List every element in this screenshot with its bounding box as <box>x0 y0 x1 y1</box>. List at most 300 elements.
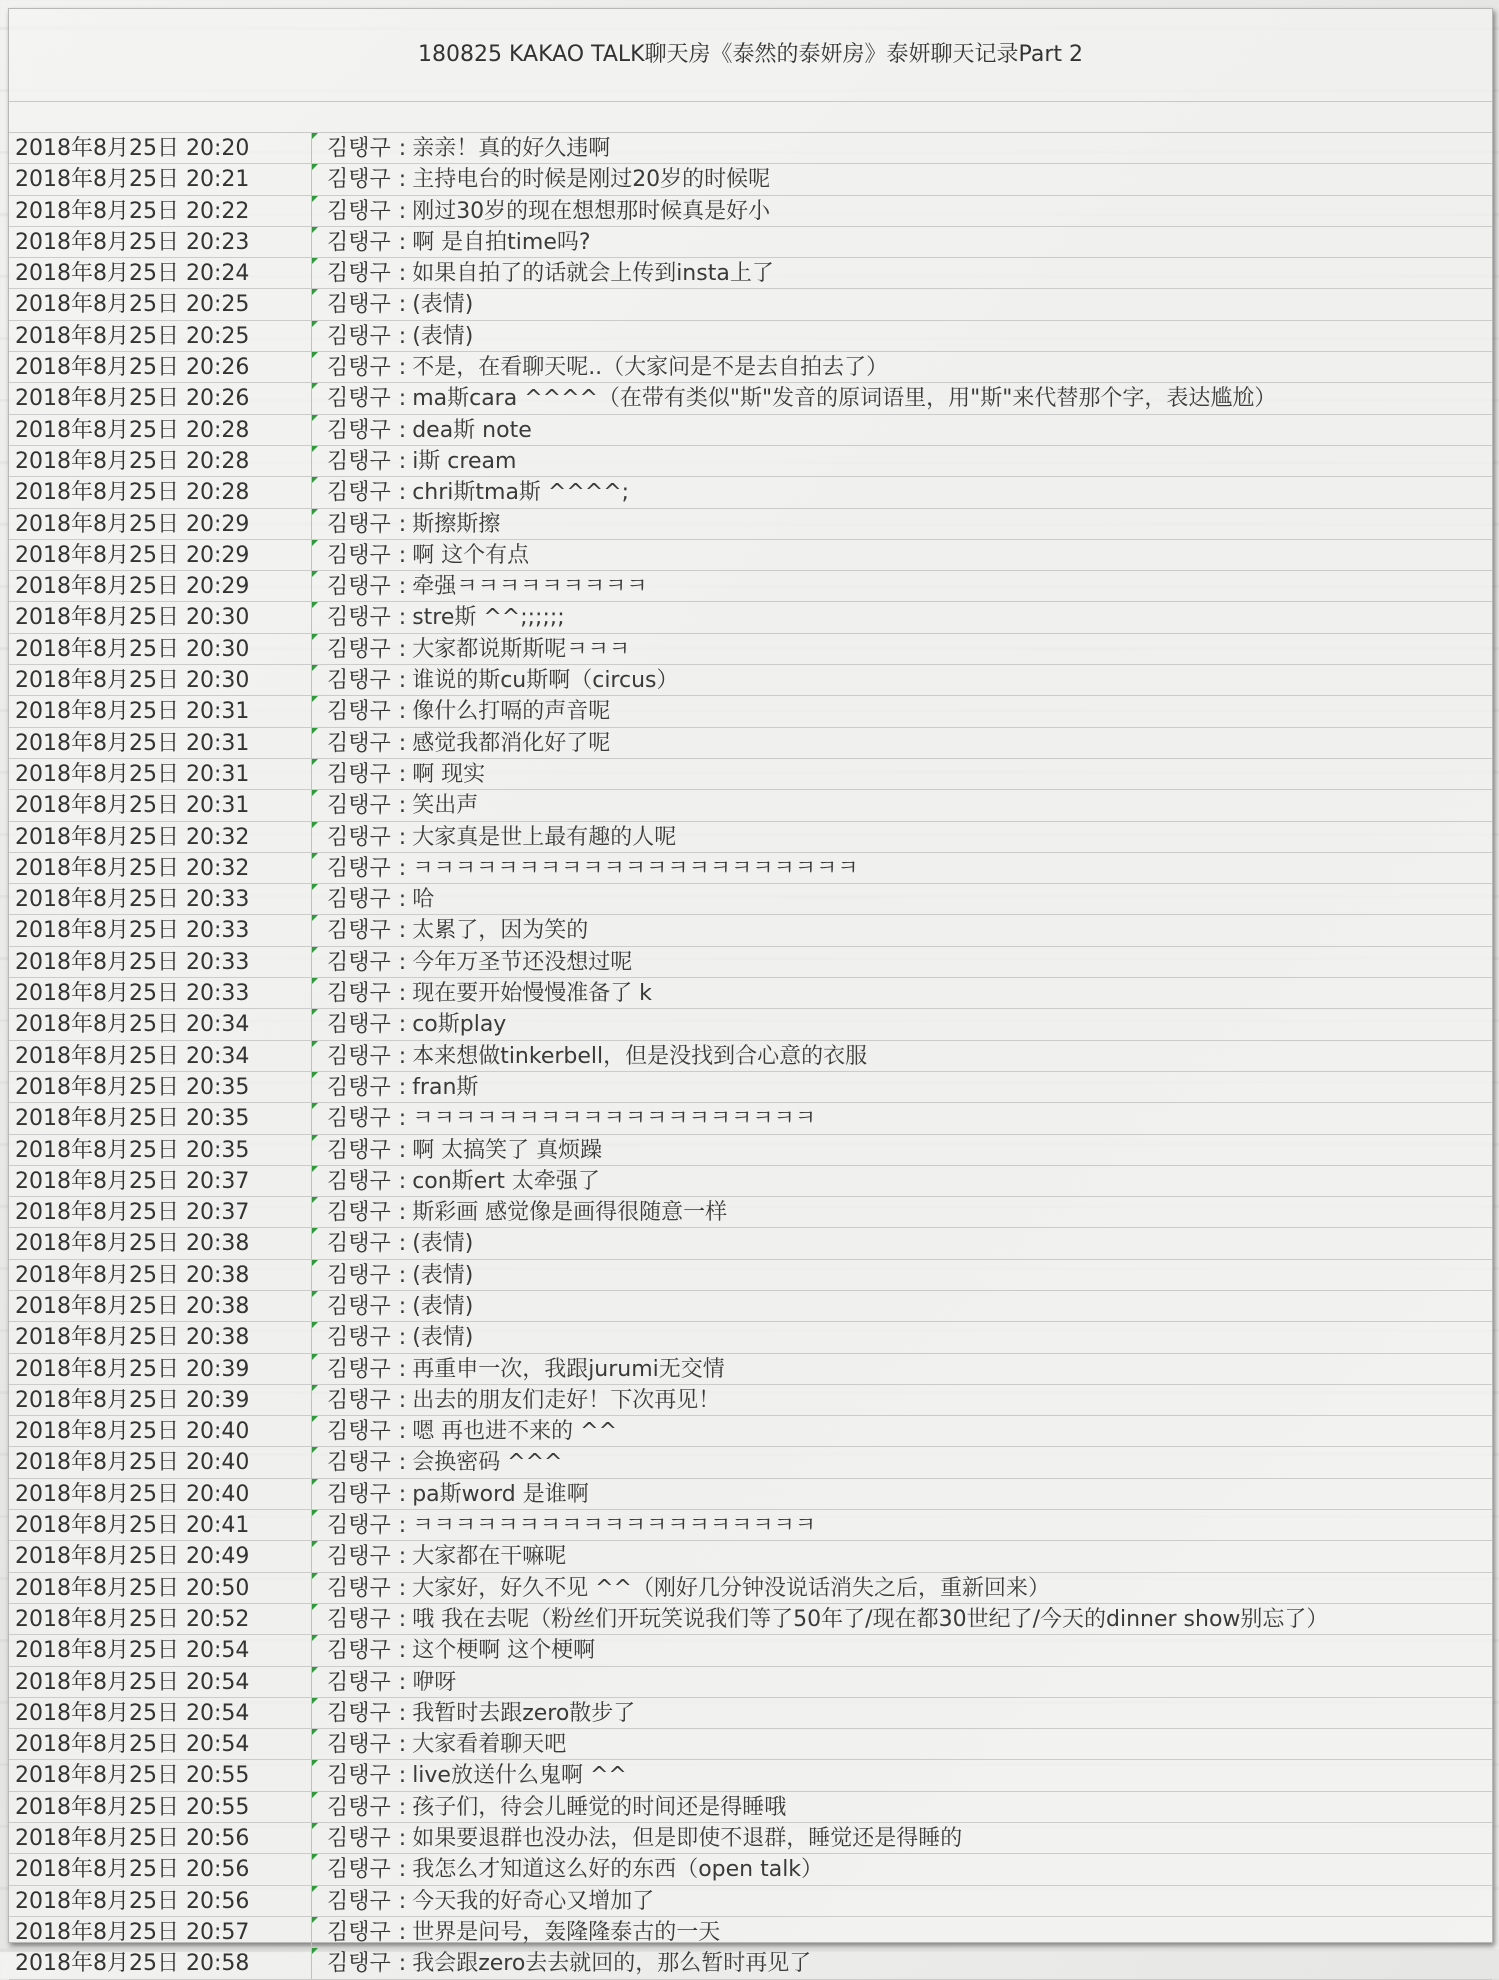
message-cell[interactable] <box>312 1009 1492 1039</box>
timestamp-cell[interactable]: 2018年8月25日 20:37 <box>9 1197 312 1227</box>
sender-name: 김탱구 <box>327 1919 391 1945</box>
table-row <box>9 634 1492 665</box>
colon-separator: : <box>398 730 407 756</box>
colon-separator: : <box>398 1168 407 1194</box>
message-text: (表情) <box>412 1231 474 1257</box>
message-cell[interactable] <box>312 1135 1492 1165</box>
colon-separator: : <box>398 1074 407 1100</box>
sender-name: 김탱구 <box>327 167 391 193</box>
timestamp-cell[interactable]: 2018年8月25日 20:21 <box>9 164 312 194</box>
message-cell[interactable] <box>312 1260 1492 1290</box>
sender-name: 김탱구 <box>327 1106 391 1132</box>
message-text: 世界是问号，轰隆隆泰古的一天 <box>412 1919 721 1945</box>
timestamp-cell[interactable]: 2018年8月25日 20:38 <box>9 1260 312 1290</box>
message-text: 咿呀 <box>412 1669 457 1695</box>
message-text: 出去的朋友们走好！下次再见！ <box>412 1387 721 1413</box>
timestamp-cell[interactable]: 2018年8月25日 20:54 <box>9 1698 312 1728</box>
timestamp-cell[interactable]: 2018年8月25日 20:30 <box>9 665 312 695</box>
sender-name: 김탱구 <box>327 855 391 881</box>
colon-separator: : <box>398 1481 407 1507</box>
sender-name: 김탱구 <box>327 1293 391 1319</box>
table-row <box>9 884 1492 915</box>
timestamp-cell[interactable]: 2018年8月25日 20:54 <box>9 1667 312 1697</box>
message-cell[interactable] <box>312 1854 1492 1884</box>
message-cell[interactable] <box>312 1041 1492 1071</box>
timestamp-cell[interactable]: 2018年8月25日 20:29 <box>9 509 312 539</box>
sender-name: 김탱구 <box>327 1888 391 1914</box>
sender-name: 김탱구 <box>327 1669 391 1695</box>
message-cell[interactable] <box>312 289 1492 319</box>
message-cell[interactable] <box>312 571 1492 601</box>
message-cell[interactable] <box>312 164 1492 194</box>
timestamp-cell[interactable]: 2018年8月25日 20:30 <box>9 634 312 664</box>
table-row <box>9 352 1492 383</box>
chat-log-sheet <box>8 8 1493 1977</box>
message-cell[interactable] <box>312 1604 1492 1634</box>
timestamp-cell[interactable]: 2018年8月25日 20:38 <box>9 1228 312 1258</box>
message-cell[interactable] <box>312 446 1492 476</box>
message-text: 我暂时去跟zero散步了 <box>412 1700 636 1726</box>
message-text: (表情) <box>412 323 474 349</box>
message-cell[interactable] <box>312 1948 1492 1978</box>
message-cell[interactable] <box>312 1917 1492 1947</box>
message-cell[interactable] <box>312 133 1492 163</box>
sender-name: 김탱구 <box>327 448 391 474</box>
sender-name: 김탱구 <box>327 668 391 694</box>
message-cell[interactable] <box>312 415 1492 445</box>
table-row <box>9 1322 1492 1353</box>
message-text: 我怎么才知道这么好的东西（open talk） <box>412 1857 824 1883</box>
sender-name: 김탱구 <box>327 824 391 850</box>
colon-separator: : <box>398 1700 407 1726</box>
timestamp-cell[interactable]: 2018年8月25日 20:26 <box>9 352 312 382</box>
sender-name: 김탱구 <box>327 480 391 506</box>
message-cell[interactable] <box>312 728 1492 758</box>
sender-name: 김탱구 <box>327 981 391 1007</box>
sender-name: 김탱구 <box>327 1419 391 1445</box>
message-cell[interactable] <box>312 477 1492 507</box>
message-cell[interactable] <box>312 1228 1492 1258</box>
timestamp-cell[interactable]: 2018年8月25日 20:22 <box>9 196 312 226</box>
table-row <box>9 1354 1492 1385</box>
colon-separator: : <box>398 1794 407 1820</box>
message-text: pa斯word 是谁啊 <box>412 1481 589 1507</box>
table-row <box>9 853 1492 884</box>
message-cell[interactable] <box>312 759 1492 789</box>
message-text: 我会跟zero去去就回的，那么暂时再见了 <box>412 1951 812 1977</box>
sender-name: 김탱구 <box>327 1043 391 1069</box>
timestamp-cell[interactable]: 2018年8月25日 20:33 <box>9 947 312 977</box>
message-text: 哦 我在去呢（粉丝们开玩笑说我们等了50年了/现在都30世纪了/今天的dinner show别忘了） <box>412 1606 1329 1632</box>
sender-name: 김탱구 <box>327 1450 391 1476</box>
colon-separator: : <box>398 1043 407 1069</box>
blank-row <box>9 101 1492 133</box>
message-text: ma斯cara ^^^^（在带有类似"斯"发音的原词语里，用"斯"来代替那个字，表达尴尬） <box>412 386 1277 412</box>
message-text: 这个梗啊 这个梗啊 <box>412 1638 596 1664</box>
timestamp-cell[interactable]: 2018年8月25日 20:56 <box>9 1823 312 1853</box>
table-row <box>9 1166 1492 1197</box>
message-cell[interactable] <box>312 634 1492 664</box>
timestamp-cell[interactable]: 2018年8月25日 20:24 <box>9 258 312 288</box>
colon-separator: : <box>398 1231 407 1257</box>
table-row <box>9 1729 1492 1760</box>
message-text: chri斯tma斯 ^^^^; <box>412 480 630 506</box>
colon-separator: : <box>398 386 407 412</box>
sender-name: 김탱구 <box>327 699 391 725</box>
table-row <box>9 978 1492 1009</box>
message-cell[interactable] <box>312 321 1492 351</box>
colon-separator: : <box>398 1387 407 1413</box>
message-cell[interactable] <box>312 1729 1492 1759</box>
timestamp-cell[interactable]: 2018年8月25日 20:34 <box>9 1009 312 1039</box>
message-text: 啊 太搞笑了 真烦躁 <box>412 1137 603 1163</box>
colon-separator: : <box>398 636 407 662</box>
sender-name: 김탱구 <box>327 605 391 631</box>
sender-name: 김탱구 <box>327 355 391 381</box>
message-cell[interactable] <box>312 790 1492 820</box>
message-text: con斯ert 太牵强了 <box>412 1168 600 1194</box>
sender-name: 김탱구 <box>327 1325 391 1351</box>
message-text: 哈 <box>412 887 435 913</box>
colon-separator: : <box>398 1919 407 1945</box>
sender-name: 김탱구 <box>327 1857 391 1883</box>
table-row <box>9 822 1492 853</box>
sender-name: 김탱구 <box>327 1012 391 1038</box>
table-row <box>9 133 1492 164</box>
message-cell[interactable] <box>312 1760 1492 1790</box>
sender-name: 김탱구 <box>327 1387 391 1413</box>
table-row <box>9 790 1492 821</box>
table-row <box>9 258 1492 289</box>
timestamp-cell[interactable]: 2018年8月25日 20:57 <box>9 1917 312 1947</box>
table-row <box>9 1416 1492 1447</box>
colon-separator: : <box>398 668 407 694</box>
timestamp-cell[interactable]: 2018年8月25日 20:34 <box>9 1041 312 1071</box>
timestamp-cell[interactable]: 2018年8月25日 20:56 <box>9 1886 312 1916</box>
colon-separator: : <box>398 1450 407 1476</box>
message-cell[interactable] <box>312 915 1492 945</box>
sender-name: 김탱구 <box>327 1137 391 1163</box>
table-row <box>9 1573 1492 1604</box>
colon-separator: : <box>398 1544 407 1570</box>
message-text: dea斯 note <box>412 417 532 443</box>
sender-name: 김탱구 <box>327 1544 391 1570</box>
colon-separator: : <box>398 699 407 725</box>
table-row <box>9 415 1492 446</box>
table-row <box>9 383 1492 414</box>
timestamp-cell[interactable]: 2018年8月25日 20:29 <box>9 571 312 601</box>
colon-separator: : <box>398 1356 407 1382</box>
colon-separator: : <box>398 981 407 1007</box>
table-row <box>9 1009 1492 1040</box>
timestamp-cell[interactable]: 2018年8月25日 20:31 <box>9 696 312 726</box>
colon-separator: : <box>398 761 407 787</box>
colon-separator: : <box>398 323 407 349</box>
timestamp-cell[interactable]: 2018年8月25日 20:35 <box>9 1103 312 1133</box>
timestamp-cell[interactable]: 2018年8月25日 20:35 <box>9 1135 312 1165</box>
colon-separator: : <box>398 198 407 224</box>
colon-separator: : <box>398 1606 407 1632</box>
timestamp-cell[interactable]: 2018年8月25日 20:40 <box>9 1447 312 1477</box>
message-cell[interactable] <box>312 1291 1492 1321</box>
sender-name: 김탱구 <box>327 949 391 975</box>
colon-separator: : <box>398 855 407 881</box>
table-row <box>9 1667 1492 1698</box>
message-text: 大家都说斯斯呢ㅋㅋㅋ <box>412 636 630 662</box>
table-row <box>9 1541 1492 1572</box>
message-cell[interactable] <box>312 1510 1492 1540</box>
message-cell[interactable] <box>312 1479 1492 1509</box>
sender-name: 김탱구 <box>327 1074 391 1100</box>
sender-name: 김탱구 <box>327 1826 391 1852</box>
message-cell[interactable] <box>312 196 1492 226</box>
message-text: live放送什么鬼啊 ^^ <box>412 1763 627 1789</box>
timestamp-cell[interactable]: 2018年8月25日 20:26 <box>9 383 312 413</box>
timestamp-cell[interactable]: 2018年8月25日 20:30 <box>9 602 312 632</box>
sender-name: 김탱구 <box>327 1168 391 1194</box>
message-text: 大家都在干嘛呢 <box>412 1544 567 1570</box>
message-cell[interactable] <box>312 1385 1492 1415</box>
table-row <box>9 289 1492 320</box>
colon-separator: : <box>398 824 407 850</box>
message-cell[interactable] <box>312 352 1492 382</box>
message-text: stre斯 ^^;;;;;; <box>412 605 565 631</box>
table-row <box>9 1197 1492 1228</box>
sender-name: 김탱구 <box>327 1700 391 1726</box>
message-cell[interactable] <box>312 884 1492 914</box>
sender-name: 김탱구 <box>327 793 391 819</box>
colon-separator: : <box>398 1826 407 1852</box>
message-cell[interactable] <box>312 696 1492 726</box>
timestamp-cell[interactable]: 2018年8月25日 20:55 <box>9 1760 312 1790</box>
sender-name: 김탱구 <box>327 1481 391 1507</box>
message-text: 如果要退群也没办法，但是即使不退群，睡觉还是得睡的 <box>412 1826 963 1852</box>
timestamp-cell[interactable]: 2018年8月25日 20:41 <box>9 1510 312 1540</box>
message-cell[interactable] <box>312 258 1492 288</box>
message-cell[interactable] <box>312 1447 1492 1477</box>
sender-name: 김탱구 <box>327 918 391 944</box>
sender-name: 김탱구 <box>327 1356 391 1382</box>
table-row <box>9 164 1492 195</box>
message-cell[interactable] <box>312 947 1492 977</box>
message-cell[interactable] <box>312 1886 1492 1916</box>
table-row <box>9 1917 1492 1948</box>
message-text: 今天我的好奇心又增加了 <box>412 1888 655 1914</box>
table-row <box>9 509 1492 540</box>
timestamp-cell[interactable]: 2018年8月25日 20:25 <box>9 321 312 351</box>
colon-separator: : <box>398 1575 407 1601</box>
sender-name: 김탱구 <box>327 1794 391 1820</box>
timestamp-cell[interactable]: 2018年8月25日 20:33 <box>9 978 312 1008</box>
colon-separator: : <box>398 261 407 287</box>
message-cell[interactable] <box>312 1103 1492 1133</box>
sender-name: 김탱구 <box>327 1231 391 1257</box>
message-text: 谁说的斯cu斯啊（circus） <box>412 668 679 694</box>
colon-separator: : <box>398 136 407 161</box>
timestamp-cell[interactable]: 2018年8月25日 20:38 <box>9 1322 312 1352</box>
timestamp-cell[interactable]: 2018年8月25日 20:50 <box>9 1573 312 1603</box>
message-cell[interactable] <box>312 853 1492 883</box>
timestamp-cell[interactable]: 2018年8月25日 20:33 <box>9 884 312 914</box>
sender-name: 김탱구 <box>327 1575 391 1601</box>
table-row <box>9 1510 1492 1541</box>
message-cell[interactable] <box>312 509 1492 539</box>
message-text: 太累了，因为笑的 <box>412 918 589 944</box>
table-row <box>9 1698 1492 1729</box>
sender-name: 김탱구 <box>327 261 391 287</box>
colon-separator: : <box>398 542 407 568</box>
timestamp-cell[interactable]: 2018年8月25日 20:55 <box>9 1792 312 1822</box>
timestamp-cell[interactable]: 2018年8月25日 20:58 <box>9 1948 312 1978</box>
message-text: ㅋㅋㅋㅋㅋㅋㅋㅋㅋㅋㅋㅋㅋㅋㅋㅋㅋㅋㅋㅋㅋ <box>412 855 859 881</box>
timestamp-cell[interactable]: 2018年8月25日 20:54 <box>9 1729 312 1759</box>
message-cell[interactable] <box>312 1072 1492 1102</box>
message-cell[interactable] <box>312 1667 1492 1697</box>
message-text: 主持电台的时候是刚过20岁的时候呢 <box>412 167 771 193</box>
colon-separator: : <box>398 793 407 819</box>
timestamp-cell[interactable]: 2018年8月25日 20:20 <box>9 133 312 163</box>
sender-name: 김탱구 <box>327 1513 391 1539</box>
sender-name: 김탱구 <box>327 542 391 568</box>
timestamp-cell[interactable]: 2018年8月25日 20:35 <box>9 1072 312 1102</box>
timestamp-cell[interactable]: 2018年8月25日 20:39 <box>9 1354 312 1384</box>
table-row <box>9 1823 1492 1854</box>
timestamp-cell[interactable]: 2018年8月25日 20:29 <box>9 540 312 570</box>
message-text: 本来想做tinkerbell，但是没找到合心意的衣服 <box>412 1043 868 1069</box>
message-text: ㅋㅋㅋㅋㅋㅋㅋㅋㅋㅋㅋㅋㅋㅋㅋㅋㅋㅋㅋ <box>412 1513 816 1539</box>
message-cell[interactable] <box>312 665 1492 695</box>
table-row <box>9 1135 1492 1166</box>
timestamp-cell[interactable]: 2018年8月25日 20:38 <box>9 1291 312 1321</box>
timestamp-cell[interactable]: 2018年8月25日 20:56 <box>9 1854 312 1884</box>
message-cell[interactable] <box>312 1166 1492 1196</box>
colon-separator: : <box>398 605 407 631</box>
sender-name: 김탱구 <box>327 1763 391 1789</box>
timestamp-cell[interactable]: 2018年8月25日 20:39 <box>9 1385 312 1415</box>
table-row <box>9 947 1492 978</box>
message-cell[interactable] <box>312 602 1492 632</box>
message-cell[interactable] <box>312 1792 1492 1822</box>
message-text: 今年万圣节还没想过呢 <box>412 949 633 975</box>
timestamp-cell[interactable]: 2018年8月25日 20:40 <box>9 1416 312 1446</box>
message-cell[interactable] <box>312 822 1492 852</box>
timestamp-cell[interactable]: 2018年8月25日 20:33 <box>9 915 312 945</box>
timestamp-cell[interactable]: 2018年8月25日 20:32 <box>9 822 312 852</box>
sender-name: 김탱구 <box>327 1606 391 1632</box>
table-row <box>9 1260 1492 1291</box>
colon-separator: : <box>398 1732 407 1758</box>
timestamp-cell[interactable]: 2018年8月25日 20:52 <box>9 1604 312 1634</box>
table-row <box>9 665 1492 696</box>
message-cell[interactable] <box>312 1197 1492 1227</box>
message-cell[interactable] <box>312 1635 1492 1665</box>
sender-name: 김탱구 <box>327 887 391 913</box>
table-row <box>9 1854 1492 1885</box>
colon-separator: : <box>398 949 407 975</box>
colon-separator: : <box>398 1513 407 1539</box>
message-cell[interactable] <box>312 227 1492 257</box>
timestamp-cell[interactable]: 2018年8月25日 20:31 <box>9 759 312 789</box>
message-text: (表情) <box>412 1262 474 1288</box>
message-cell[interactable] <box>312 978 1492 1008</box>
timestamp-cell[interactable]: 2018年8月25日 20:28 <box>9 477 312 507</box>
timestamp-cell[interactable]: 2018年8月25日 20:25 <box>9 289 312 319</box>
sender-name: 김탱구 <box>327 574 391 600</box>
timestamp-cell[interactable]: 2018年8月25日 20:23 <box>9 227 312 257</box>
timestamp-cell[interactable]: 2018年8月25日 20:28 <box>9 446 312 476</box>
timestamp-cell[interactable]: 2018年8月25日 20:28 <box>9 415 312 445</box>
message-text: 大家看着聊天吧 <box>412 1732 567 1758</box>
table-row <box>9 1760 1492 1791</box>
colon-separator: : <box>398 1419 407 1445</box>
sender-name: 김탱구 <box>327 229 391 255</box>
table-row <box>9 602 1492 633</box>
message-cell[interactable] <box>312 540 1492 570</box>
colon-separator: : <box>398 1137 407 1163</box>
table-row <box>9 1385 1492 1416</box>
table-row <box>9 759 1492 790</box>
timestamp-cell[interactable]: 2018年8月25日 20:40 <box>9 1479 312 1509</box>
table-row <box>9 915 1492 946</box>
message-text: 斯彩画 感觉像是画得很随意一样 <box>412 1200 728 1226</box>
sender-name: 김탱구 <box>327 761 391 787</box>
message-cell[interactable] <box>312 1541 1492 1571</box>
table-row <box>9 1072 1492 1103</box>
table-row <box>9 696 1492 727</box>
message-text: 再重申一次，我跟jurumi无交情 <box>412 1356 725 1382</box>
chat-log-table <box>9 133 1492 1980</box>
message-text: 如果自拍了的话就会上传到insta上了 <box>412 261 774 287</box>
timestamp-cell[interactable]: 2018年8月25日 20:32 <box>9 853 312 883</box>
message-text: 啊 这个有点 <box>412 542 530 568</box>
sender-name: 김탱구 <box>327 136 391 161</box>
message-cell[interactable] <box>312 1573 1492 1603</box>
timestamp-cell[interactable]: 2018年8月25日 20:31 <box>9 728 312 758</box>
table-row <box>9 540 1492 571</box>
message-cell[interactable] <box>312 1354 1492 1384</box>
sender-name: 김탱구 <box>327 198 391 224</box>
colon-separator: : <box>398 1293 407 1319</box>
table-row <box>9 1103 1492 1134</box>
sender-name: 김탱구 <box>327 417 391 443</box>
message-text: 斯擦斯擦 <box>412 511 501 537</box>
message-text: 像什么打嗝的声音呢 <box>412 699 611 725</box>
message-cell[interactable] <box>312 1416 1492 1446</box>
message-text: 不是，在看聊天呢..（大家问是不是去自拍去了） <box>412 355 889 381</box>
page-title: 180825 KAKAO TALK聊天房《泰然的泰妍房》泰妍聊天记录Part 2 <box>9 9 1492 102</box>
timestamp-cell[interactable]: 2018年8月25日 20:54 <box>9 1635 312 1665</box>
colon-separator: : <box>398 887 407 913</box>
colon-separator: : <box>398 355 407 381</box>
message-cell[interactable] <box>312 1698 1492 1728</box>
message-text: co斯play <box>412 1012 507 1038</box>
sender-name: 김탱구 <box>327 730 391 756</box>
table-row <box>9 1604 1492 1635</box>
colon-separator: : <box>398 1200 407 1226</box>
timestamp-cell[interactable]: 2018年8月25日 20:49 <box>9 1541 312 1571</box>
table-row <box>9 728 1492 759</box>
message-cell[interactable] <box>312 383 1492 413</box>
message-cell[interactable] <box>312 1823 1492 1853</box>
message-cell[interactable] <box>312 1322 1492 1352</box>
table-row <box>9 1291 1492 1322</box>
sender-name: 김탱구 <box>327 511 391 537</box>
timestamp-cell[interactable]: 2018年8月25日 20:37 <box>9 1166 312 1196</box>
timestamp-cell[interactable]: 2018年8月25日 20:31 <box>9 790 312 820</box>
colon-separator: : <box>398 1763 407 1789</box>
table-row <box>9 1792 1492 1823</box>
table-row <box>9 196 1492 227</box>
